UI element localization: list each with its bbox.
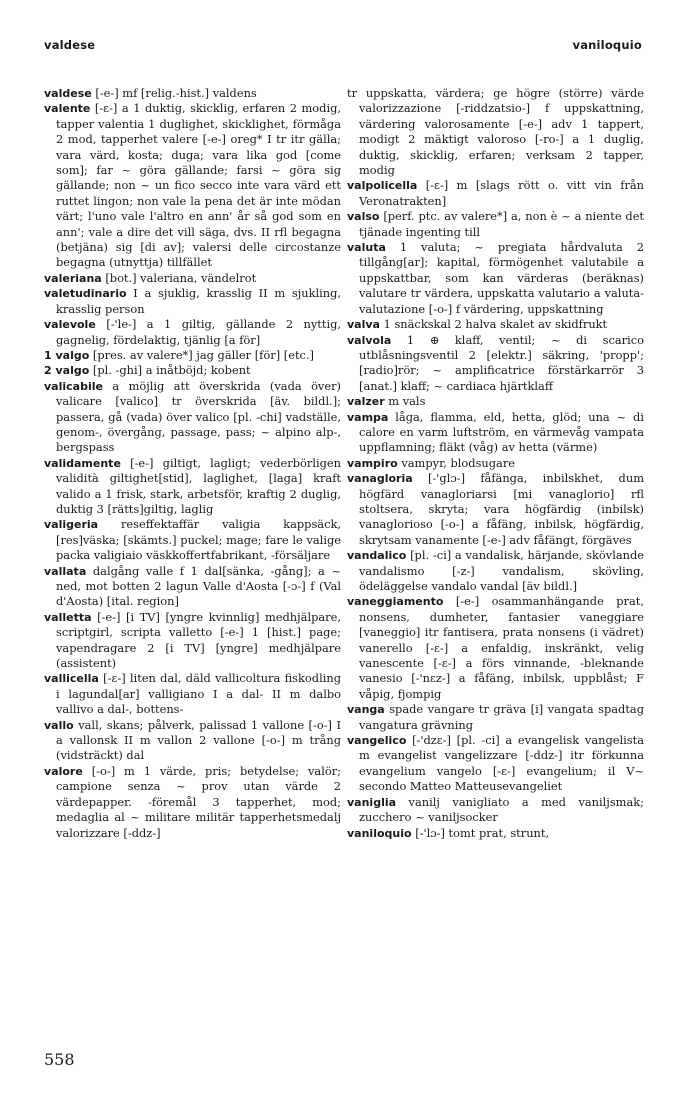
running-head-right: vaniloquio — [572, 38, 642, 52]
entry-definition: [-ɛ-] m [slags rött o. vitt vin från Veronatrakten] — [359, 178, 645, 208]
entry-definition: 1 ⊕ klaff, ventil; ~ di scarico utblåsningsventil 2 [elektr.] säkring, 'propp'; [radio]rör; ~ amplificatrice förstärkarrör 3 [anat.] klaff; ~ cardiaca hjärtklaff — [359, 332, 644, 393]
dictionary-entry — [44, 271, 341, 286]
dictionary-entry — [44, 348, 341, 363]
entry-headword: valore — [44, 764, 83, 778]
entry-definition: vall, skans; pålverk, palissad 1 vallone [-o-] I a vallonsk II m vallon 2 vallone [-o-] m trång (vidsträckt) dal — [56, 717, 341, 763]
dictionary-entry — [347, 178, 644, 209]
entry-definition: reseffektaffär valigia kappsäck, [res]väska; [skämts.] puckel; mage; fare le valige packa valigiaio väskkoffertfabrikant, -försäljare — [56, 517, 342, 563]
entry-headword: valuta — [347, 241, 386, 255]
entry-definition: 1 snäckskal 2 halva skalet av skidfrukt — [383, 317, 608, 332]
left-column — [44, 86, 341, 1036]
entry-headword: vanagloria — [347, 472, 413, 486]
entry-headword: vandalico — [347, 549, 407, 563]
entry-definition: [-ɛ-] a 1 duktig, skicklig, erfaren 2 modig, tapper valentia 1 duglighet, skicklighet, förmåga 2 mod, tapperhet valere [-e-] oreg* I tr itr gälla; vara värd, kosta; duga; vara lika god [come som]; far ~ göra gällande; farsi ~ göra sig gällande; non ~ un fico secco inte vara värd ett ruttet lingon; non vale la pena det är inte mödan värt; l'uno vale l'altro en ann' år så god som en ann'; vale a dire det vill säga, dvs. II rfl begagna (betjäna) sig [di av]; valersi delle circostanze begagna (utnyttja) tillfället — [56, 101, 341, 270]
dictionary-entry — [347, 456, 644, 471]
dictionary-entry — [347, 86, 644, 178]
dictionary-entry — [347, 733, 644, 795]
running-head — [44, 38, 642, 52]
entry-headword: vallata — [44, 564, 87, 578]
dictionary-entry — [347, 240, 644, 317]
entry-headword: vampiro — [347, 456, 398, 470]
dictionary-entry — [44, 456, 341, 518]
entry-headword: vaniglia — [347, 795, 397, 809]
dictionary-entry — [347, 209, 644, 240]
dictionary-entry — [347, 333, 644, 395]
entry-definition: [-'le-] a 1 giltig, gällande 2 nyttig, gagnelig, fördelaktig, tjänlig [a för] — [56, 317, 341, 347]
entry-headword: vaneggiamento — [347, 595, 444, 609]
dictionary-columns — [44, 86, 644, 1036]
entry-headword: 1 valgo — [44, 348, 90, 362]
entry-headword: vallicella — [44, 672, 99, 686]
entry-definition: [-e-] osammanhängande prat, nonsens, dumheter, fantasier vaneggiare [vaneggio] itr fantisera, prata nonsens (i vädret) vanerello [-ɛ-] a enfaldig, inskränkt, velig vanescente [-ɛ-] a förs vinnande, -bleknande vanesio [-'nɛz-] a fåfäng, inbilsk, uppblåst; F våpig, fjompig — [359, 594, 644, 701]
dictionary-entry — [44, 317, 341, 348]
entry-headword: vanga — [347, 703, 385, 717]
entry-headword: valetudinario — [44, 287, 127, 301]
entry-headword: vangelico — [347, 734, 407, 748]
running-head-left: valdese — [44, 38, 96, 52]
entry-headword: vampa — [347, 410, 389, 424]
dictionary-entry — [44, 379, 341, 456]
dictionary-entry — [347, 410, 644, 456]
page-number: 558 — [44, 1050, 75, 1069]
entry-definition: [-'dzɛ-] [pl. -ci] a evangelisk vangelista m evangelist vangelizzare [-ddz-] itr förkunna evangelium vangelo [-ɛ-] evangelium; il V~ secondo Matteo Matteusevangeliet — [359, 733, 644, 794]
entry-definition: [-ɛ-] liten dal, däld vallicoltura fiskodling i lagundal[ar] valligiano I a dal- II m dalbo vallivo a dal-, bottens- — [56, 671, 341, 717]
entry-definition: låga, flamma, eld, hetta, glöd; una ~ di calore en varm luftström, en värmevåg vampata uppflamning; fläkt (våg) av hetta (värme) — [359, 409, 644, 455]
dictionary-entry — [44, 517, 341, 563]
entry-headword: 2 valgo — [44, 364, 90, 378]
dictionary-entry — [347, 317, 644, 332]
entry-headword: valdese — [44, 87, 92, 100]
entry-definition: tr uppskatta, värdera; ge högre (större) värde valorizzazione [-riddzatsio-] f uppskattning, värdering valorosamente [-e-] adv 1 tappert, modigt 2 mäktigt valoroso [-ro-] a 1 duglig, duktig, skicklig, erfaren; verksam 2 tapper, modig — [347, 86, 644, 178]
entry-headword: vallo — [44, 718, 74, 732]
entry-headword: valevole — [44, 318, 96, 332]
entry-definition: [perf. ptc. av valere*] a, non è ~ a niente det tjänade ingenting till — [359, 209, 645, 239]
right-column — [347, 86, 644, 1036]
entry-definition: [-e-] mf [relig.-hist.] valdens — [95, 86, 257, 100]
entry-definition: [-e-] giltigt, lagligt; vederbörligen validità giltighet[stid], laglighet, [laga] kraft valido a 1 frisk, stark, arbetsför, kraftig 2 duglig, duktig 3 [rätts]giltig, laglig — [56, 455, 341, 516]
entry-headword: valicabile — [44, 379, 103, 393]
dictionary-entry — [44, 86, 341, 101]
dictionary-entry — [44, 564, 341, 610]
entry-headword: valletta — [44, 610, 92, 624]
entry-headword: valpolicella — [347, 179, 418, 193]
entry-definition: m vals — [388, 394, 426, 409]
dictionary-entry — [44, 286, 341, 317]
entry-headword: valigeria — [44, 518, 99, 532]
dictionary-entry — [347, 826, 644, 841]
dictionary-entry — [347, 795, 644, 826]
entry-definition: a möjlig att överskrida (vada över) valicare [valico] tr överskrida [äv. bildl.]; passera, gå (vada) över valico [pl. -chi] vadställe, genom-, övergång, passage, pass; ~ alpino alp-, bergspass — [56, 378, 342, 455]
entry-headword: vaniloquio — [347, 826, 412, 840]
entry-definition: [-'lɔ-] tomt prat, strunt, — [415, 825, 550, 840]
dictionary-entry — [44, 610, 341, 672]
entry-headword: validamente — [44, 456, 121, 470]
entry-definition: dalgång valle f 1 dal[sänka, -gång]; a ~ ned, mot botten 2 lagun Valle d'Aosta [-ɔ-] f (Val d'Aosta) [ital. region] — [56, 563, 341, 609]
entry-definition: [bot.] valeriana, vändelrot — [105, 270, 257, 285]
dictionary-entry — [347, 548, 644, 594]
entry-definition: I a sjuklig, krasslig II m sjukling, krasslig person — [56, 286, 342, 316]
entry-headword: valeriana — [44, 271, 102, 285]
entry-definition: [-e-] [i TV] [yngre kvinnlig] medhjälpare, scriptgirl, scripta valletto [-e-] 1 [hist.] page; vapendragare 2 [i TV] [yngre] medhjälpare (assistent) — [56, 609, 341, 671]
dictionary-entry — [347, 594, 644, 702]
dictionary-entry — [44, 101, 341, 270]
entry-headword: valva — [347, 318, 380, 332]
entry-definition: [-'glɔ-] fåfänga, inbilskhet, dum högfärd vanagloriarsi [mi vanaglorio] rfl stoltsera, skryta; vara högfärdig (inbilsk) vanaglorioso [-o-] a fåfäng, inbilsk, högfärdig, skrytsam vanamente [-e-] adv fåfängt, förgäves — [359, 471, 644, 547]
entry-headword: valente — [44, 102, 91, 116]
entry-headword: valzer — [347, 395, 385, 409]
entry-definition: [pl. -ghi] a inåtböjd; kobent — [92, 363, 251, 378]
entry-definition: spade vangare tr gräva [i] vangata spadtag vangatura grävning — [359, 702, 644, 732]
dictionary-entry — [347, 394, 644, 409]
entry-definition: [pres. av valere*] jag gäller [för] [etc.] — [92, 347, 314, 362]
dictionary-entry — [44, 671, 341, 717]
dictionary-entry — [44, 718, 341, 764]
entry-headword: valso — [347, 210, 380, 224]
entry-definition: [-o-] m 1 värde, pris; betydelse; valör; campione senza ~ prov utan värde 2 värdepapper. -föremål 3 tapperhet, mod; medaglia al ~ militare militär tapperhetsmedalj valorizzare [-ddz-] — [56, 763, 342, 840]
dictionary-entry — [347, 702, 644, 733]
entry-definition: vanilj vanigliato a med vaniljsmak; zucchero ~ vaniljsocker — [359, 794, 644, 825]
entry-definition: vampyr, blodsugare — [401, 455, 516, 470]
dictionary-entry — [44, 764, 341, 841]
entry-headword: valvola — [347, 333, 392, 347]
dictionary-entry — [347, 471, 644, 548]
entry-definition: [pl. -ci] a vandalisk, härjande, skövlande vandalismo [-z-] vandalism, skövling, ödeläggelse vandalo vandal [äv bildl.] — [359, 548, 644, 593]
entry-definition: 1 valuta; ~ pregiata hårdvaluta 2 tillgång[ar]; kapital, förmögenhet valutabile a uppskattbar, som kan värderas (beräknas) valutare tr värdera, uppskatta valutario a valuta- valutazione [-o-] f värdering, uppskattning — [359, 240, 645, 316]
dictionary-entry — [44, 363, 341, 378]
